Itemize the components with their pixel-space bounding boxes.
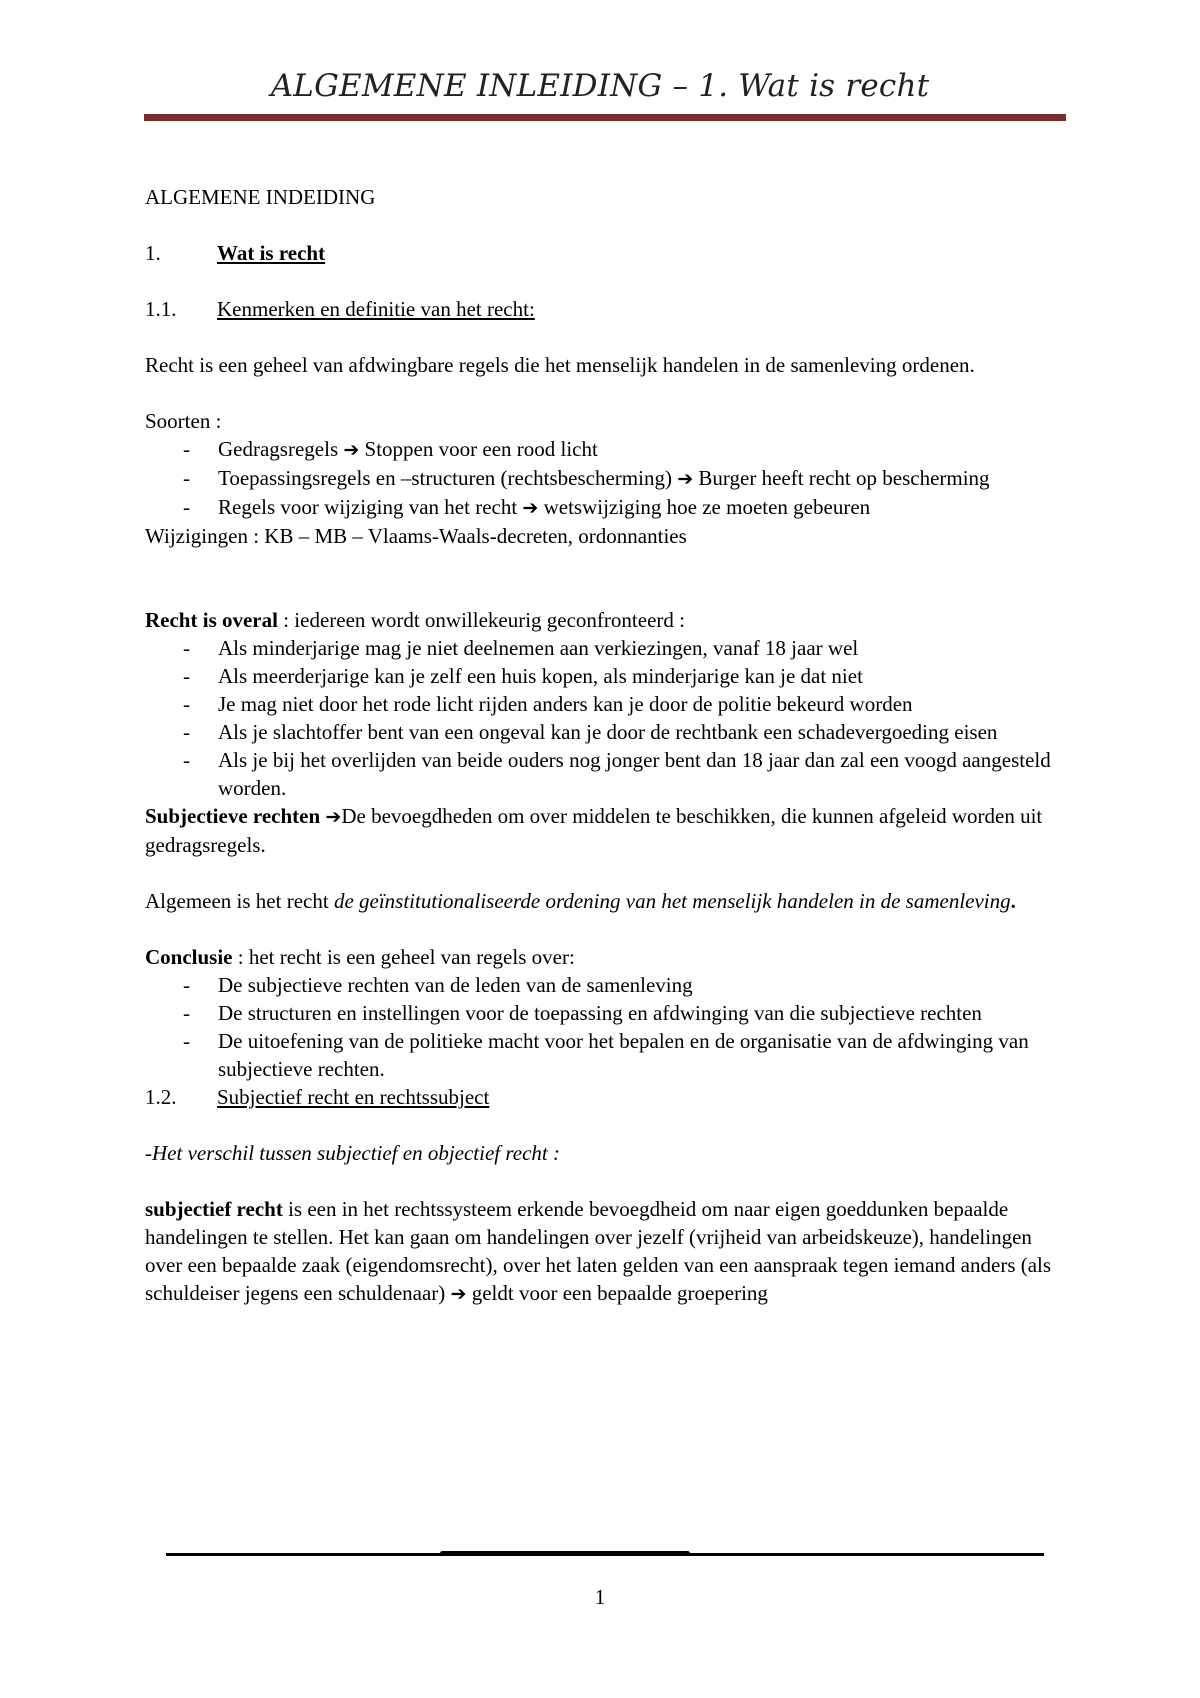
document-heading: ALGEMENE INDEIDING xyxy=(145,185,376,209)
header-rule xyxy=(144,114,1066,121)
subjectief-recht-paragraph: subjectief recht is een in het rechtssysteem erkende bevoegdheid om naar eigen goeddunken bepaalde handelingen te stellen. Het kan gaan om handelingen over jezelf (vrijheid van arbeidskeuze), handelingen over een bepaalde zaak (eigendomsrecht), over het laten gelden van een aanspraak tegen iemand anders (als schuldeiser jegens een schuldenaar) ➔ geldt voor een bepaalde groepering xyxy=(145,1197,1052,1305)
section-number: 1.2. xyxy=(145,1085,177,1109)
algemeen-paragraph: Algemeen is het recht de geïnstitutionaliseerde ordening van het menselijk handelen in de samenleving. xyxy=(145,889,1016,913)
overal-paragraph: Recht is overal : iedereen wordt onwillekeurig geconfronteerd : xyxy=(145,608,685,632)
arrow-right-icon: ➔ xyxy=(325,806,342,828)
list-item: - Regels voor wijziging van het recht ➔ wetswijziging hoe ze moeten gebeuren xyxy=(145,493,1065,522)
definition-paragraph: Recht is een geheel van afdwingbare regels die het menselijk handelen in de samenleving ordenen. xyxy=(145,353,975,377)
list-item: - Als meerderjarige kan je zelf een huis kopen, als minderjarige kan je dat niet xyxy=(145,662,1065,690)
page-header-title: ALGEMENE INLEIDING – 1. Wat is recht xyxy=(270,68,930,104)
conclusie-list xyxy=(145,971,1065,1083)
list-item: - Toepassingsregels en –structuren (rechtsbescherming) ➔ Burger heeft recht op bescherming xyxy=(145,464,1065,493)
section-title: Wat is recht xyxy=(217,241,326,265)
arrow-right-icon: ➔ xyxy=(522,497,539,519)
section-1-2-heading xyxy=(145,1083,1065,1111)
document-body xyxy=(145,183,1065,1308)
section-1-1-heading xyxy=(145,295,1065,323)
section-number: 1.1. xyxy=(145,297,177,321)
section-title: Subjectief recht en rechtssubject xyxy=(217,1085,490,1109)
list-item: - De subjectieve rechten van de leden van de samenleving xyxy=(145,971,1065,999)
overal-bold: Recht is overal xyxy=(145,608,278,632)
section-1-heading xyxy=(145,239,1065,267)
page-number: 1 xyxy=(594,1585,606,1609)
list-item: - Je mag niet door het rode licht rijden anders kan je door de politie bekeurd worden xyxy=(145,690,1065,718)
overal-list xyxy=(145,634,1065,802)
soorten-label: Soorten : xyxy=(145,409,222,433)
conclusie-paragraph: Conclusie : het recht is een geheel van regels over: xyxy=(145,945,575,969)
footer-rule-accent xyxy=(440,1551,690,1556)
arrow-right-icon: ➔ xyxy=(450,1283,467,1305)
verschil-subheading: -Het verschil tussen subjectief en objectief recht : xyxy=(145,1141,560,1165)
list-item: - Gedragsregels ➔ Stoppen voor een rood licht xyxy=(145,435,1065,464)
wijzigingen-line: Wijzigingen : KB – MB – Vlaams-Waals-decreten, ordonnanties xyxy=(145,524,687,548)
soorten-list xyxy=(145,435,1065,522)
subjectieve-rechten-paragraph: Subjectieve rechten ➔De bevoegdheden om over middelen te beschikken, die kunnen afgeleid worden uit gedragsregels. xyxy=(145,804,1043,857)
arrow-right-icon: ➔ xyxy=(677,468,694,490)
section-title: Kenmerken en definitie van het recht: xyxy=(217,297,535,321)
arrow-right-icon: ➔ xyxy=(343,439,360,461)
list-item: - Als je bij het overlijden van beide ouders nog jonger bent dan 18 jaar dan zal een voogd aangesteld worden. xyxy=(145,746,1065,802)
section-number: 1. xyxy=(145,241,161,265)
list-item: - Als je slachtoffer bent van een ongeval kan je door de rechtbank een schadevergoeding eisen xyxy=(145,718,1065,746)
list-item: - Als minderjarige mag je niet deelnemen aan verkiezingen, vanaf 18 jaar wel xyxy=(145,634,1065,662)
list-item: - De uitoefening van de politieke macht voor het bepalen en de organisatie van de afdwinging van subjectieve rechten. xyxy=(145,1027,1065,1083)
list-item: - De structuren en instellingen voor de toepassing en afdwinging van die subjectieve rechten xyxy=(145,999,1065,1027)
